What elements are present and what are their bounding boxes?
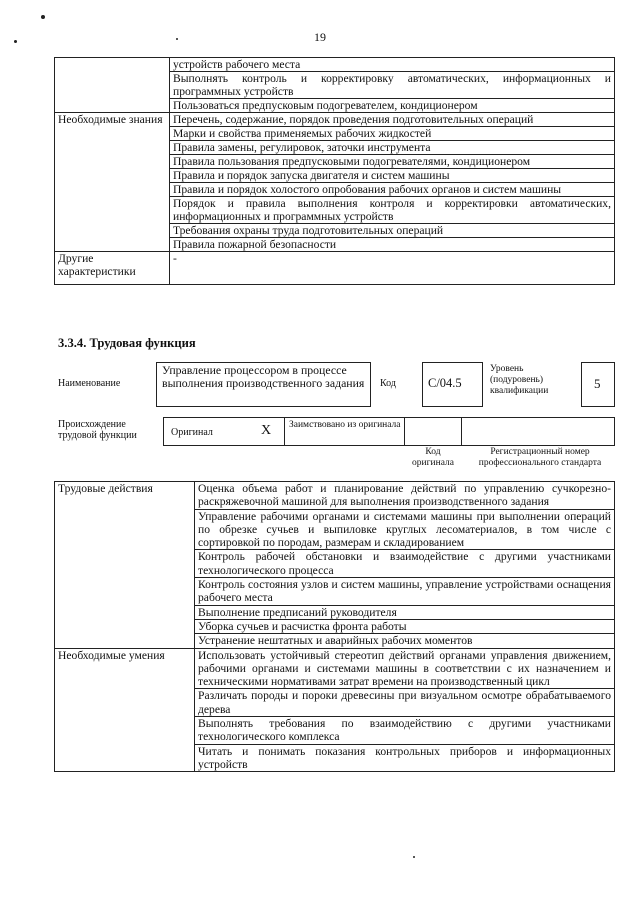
table-cell: Читать и понимать показания контрольных приборов и информационных устройств: [195, 744, 615, 772]
table-label-cell: [55, 58, 170, 113]
required-skills-label: Необходимые умения: [55, 648, 195, 772]
other-characteristics-label: Другие характеристики: [55, 252, 170, 285]
labor-function-table: [54, 481, 615, 772]
borrowed-label: Заимствовано из оригинала: [289, 420, 401, 430]
origin-label: Происхождение трудовой функции: [58, 419, 137, 441]
labor-actions-label: Трудовые действия: [55, 482, 195, 649]
code-original-label: Код оригинала: [412, 447, 454, 468]
table-cell: Правила и порядок холостого опробования рабочих органов и систем машины: [170, 183, 615, 197]
name-value: Управление процессором в процессе выполнения производственного задания: [162, 363, 365, 390]
original-label: Оригинал: [171, 427, 213, 438]
reg-number-label: Регистрационный номер профессионального стандарта: [478, 447, 602, 468]
reg-number-box: [461, 417, 615, 446]
original-mark: X: [261, 423, 272, 438]
previous-function-table: [54, 57, 615, 285]
table-cell: Уборка сучьев и расчистка фронта работы: [195, 619, 615, 633]
table-cell: Выполнять требования по взаимодействию с другими участниками технологического комплекса: [195, 717, 615, 745]
table-cell: Правила пожарной безопасности: [170, 238, 615, 252]
level-label: Уровень (подуровень) квалификации: [490, 364, 549, 396]
table-cell: Требования охраны труда подготовительных операций: [170, 224, 615, 238]
level-value: 5: [594, 376, 601, 391]
table-cell: Контроль рабочей обстановки и взаимодействие с другими участниками технологического процесса: [195, 550, 615, 578]
table-cell: Правила замены, регулировок, заточки инструмента: [170, 141, 615, 155]
table-cell: Перечень, содержание, порядок проведения подготовительных операций: [170, 113, 615, 127]
table-cell: Оценка объема работ и планирование действий по управлению сучкорезно-раскряжевочной машиной для выполнения производственного задания: [195, 482, 615, 510]
table-cell: Контроль состояния узлов и систем машины, управление устройствами оснащения рабочего места: [195, 578, 615, 606]
scan-speck: [413, 856, 415, 858]
table-cell: Порядок и правила выполнения контроля и корректировки автоматических, информационных и программных устройств: [170, 197, 615, 224]
table-cell: Выполнять контроль и корректировку автоматических, информационных и программных устройств: [170, 72, 615, 99]
table-cell: Устранение нештатных и аварийных рабочих моментов: [195, 634, 615, 648]
section-title: 3.3.4. Трудовая функция: [58, 336, 196, 350]
table-cell: Различать породы и пороки древесины при визуальном осмотре обрабатываемого дерева: [195, 689, 615, 717]
page-number: 19: [314, 30, 326, 44]
table-cell: Управление рабочими органами и системами машины при выполнении операций по обрезке сучьев и выпиловке круглых лесоматериалов, в том числе с сортировкой по породам, размерам и складированием: [195, 509, 615, 550]
code-original-box: [404, 417, 462, 446]
table-cell: -: [170, 252, 615, 285]
table-cell: Выполнение предписаний руководителя: [195, 605, 615, 619]
table-cell: Марки и свойства применяемых рабочих жидкостей: [170, 127, 615, 141]
table-cell: устройств рабочего места: [170, 58, 615, 72]
code-label: Код: [380, 378, 396, 389]
table-cell: Правила пользования предпусковыми подогревателями, кондиционером: [170, 155, 615, 169]
scan-speck: [41, 15, 45, 19]
table-cell: Пользоваться предпусковым подогревателем, кондиционером: [170, 99, 615, 113]
code-value: С/04.5: [428, 376, 462, 390]
table-cell: Использовать устойчивый стереотип действий органами управления движением, рабочими органами и системами машины в соответствии с их назначением и техническими нормативами затрат времени на производственный цикл: [195, 648, 615, 689]
table-cell: Правила и порядок запуска двигателя и систем машины: [170, 169, 615, 183]
name-label: Наименование: [58, 378, 121, 389]
knowledge-label: Необходимые знания: [55, 113, 170, 252]
